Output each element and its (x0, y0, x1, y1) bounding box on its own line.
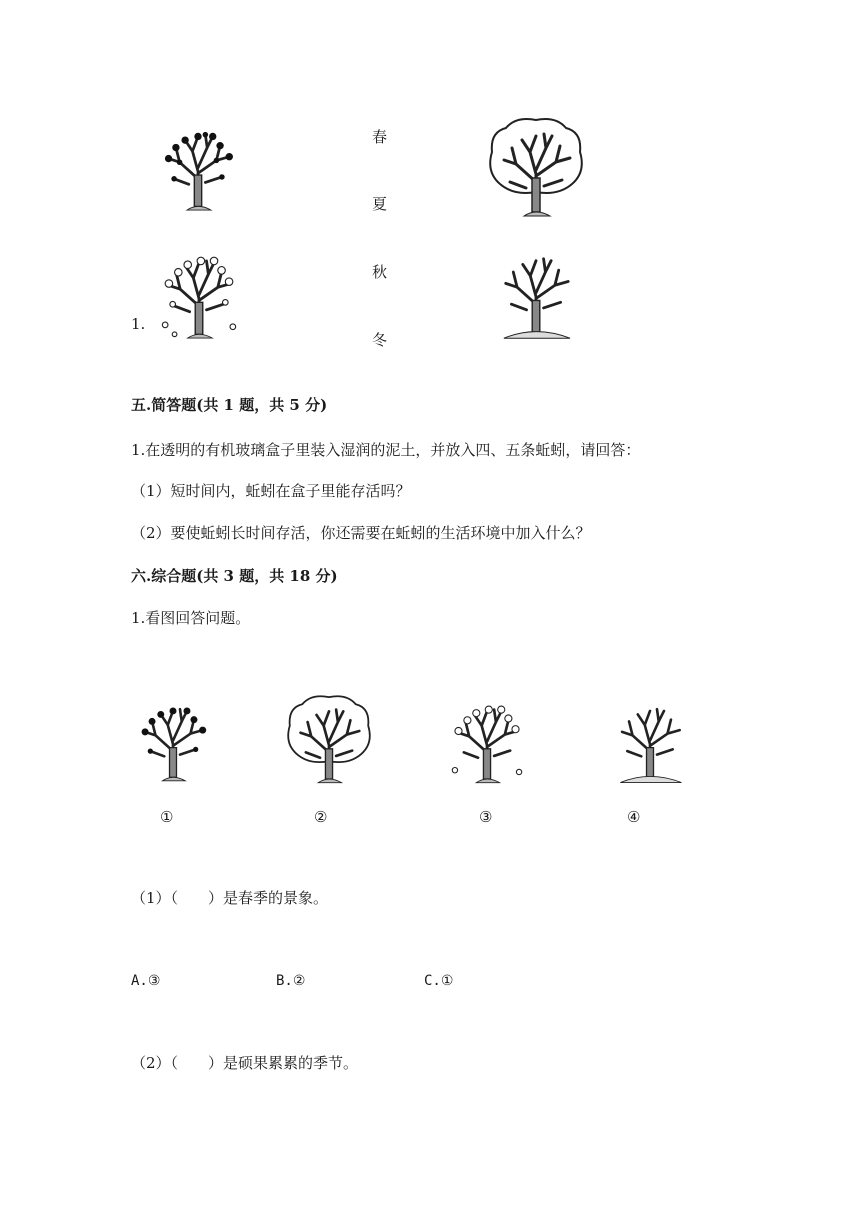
tree-budding-icon (152, 112, 244, 218)
section-title: 六.综合题(共 3 题，共 18 分) (131, 567, 338, 585)
tree-bare-icon (488, 238, 584, 342)
question-number: 1. (131, 315, 146, 333)
question-stem: 1.在透明的有机玻璃盒子里装入湿润的泥土，并放入四、五条蚯蚓，请回答： (131, 441, 641, 459)
tree-falling-leaves-icon (440, 690, 534, 788)
season-summer: 夏 (372, 195, 388, 213)
sub-question: （1）短时间内，蚯蚓在盒子里能存活吗？ (131, 482, 411, 500)
tree-leafy-icon (282, 690, 376, 788)
tree-leafy-icon (484, 112, 588, 222)
image-label: ② (314, 808, 328, 826)
sub-question: （2）（ ）是硕果累累的季节。 (131, 1054, 359, 1072)
season-spring: 春 (372, 128, 388, 146)
tree-bare-icon (604, 690, 696, 786)
image-label: ③ (479, 808, 493, 826)
season-winter: 冬 (372, 331, 388, 349)
section-title: 五.简答题(共 1 题，共 5 分) (131, 396, 328, 414)
image-label: ① (160, 808, 174, 826)
tree-budding-icon (127, 690, 219, 786)
tree-falling-leaves-icon (152, 238, 246, 346)
sub-question: （2）要使蚯蚓长时间存活，你还需要在蚯蚓的生活环境中加入什么？ (131, 524, 591, 542)
image-label: ④ (627, 808, 641, 826)
option-b: B.② (276, 973, 306, 989)
question-stem: 1.看图回答问题。 (131, 609, 251, 627)
season-autumn: 秋 (372, 263, 388, 281)
sub-question: （1）（ ）是春季的景象。 (131, 889, 329, 907)
option-a: A.③ (131, 973, 161, 989)
option-c: C.① (424, 973, 454, 989)
